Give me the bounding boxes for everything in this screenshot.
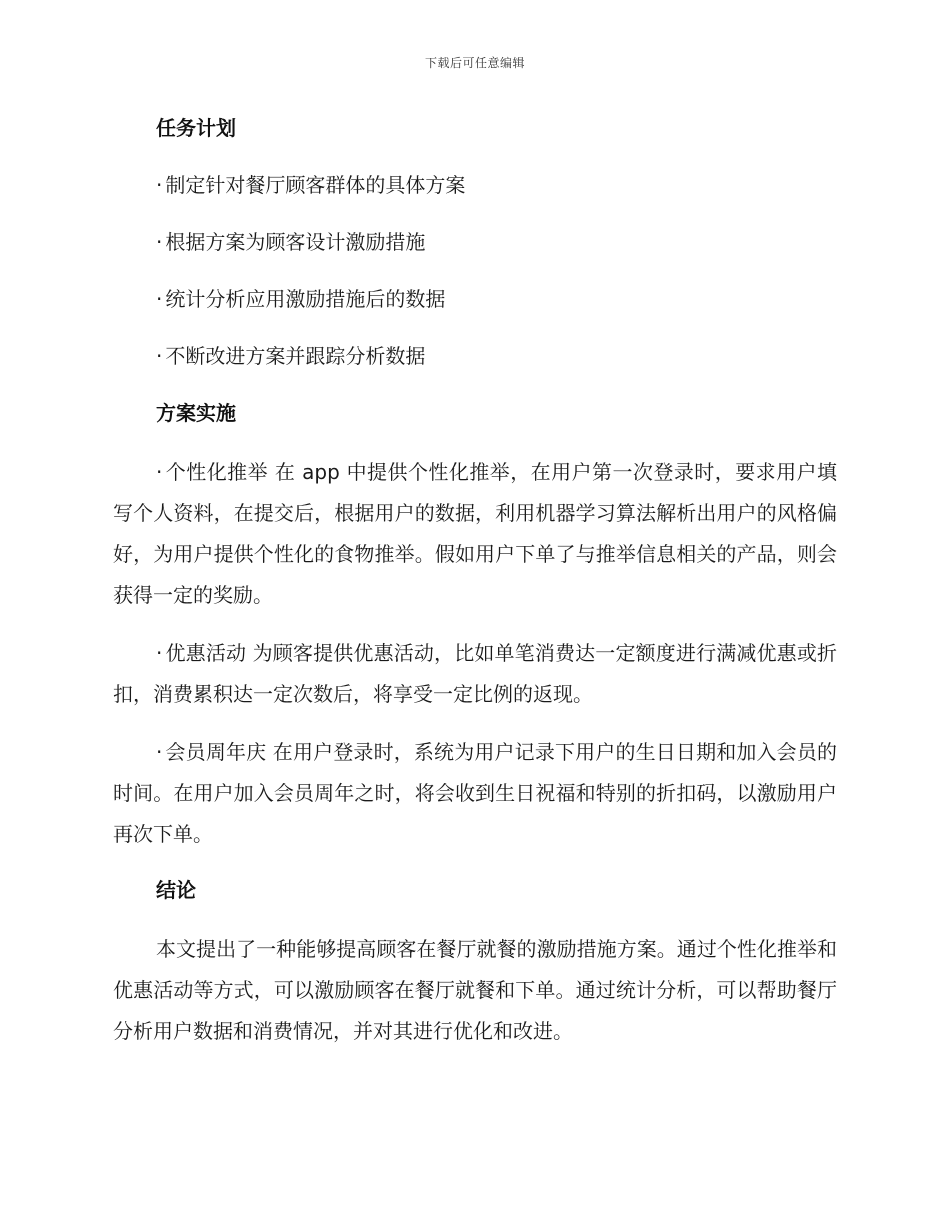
plan-item-text: 不断改进方案并跟踪分析数据 [165, 344, 426, 368]
conclusion-paragraph: 本文提出了一种能够提高顾客在餐厅就餐的激励措施方案。通过个性化推举和优惠活动等方式，可以激励顾客在餐厅就餐和下单。通过统计分析，可以帮助餐厅分析用户数据和消费情况，并对其进行优化和改进。 [113, 937, 837, 1043]
plan-item [113, 281, 837, 317]
plan-item [113, 338, 837, 374]
implementation-paragraph-text: 会员周年庆 在用户登录时，系统为用户记录下用户的生日日期和加入会员的时间。在用户加入会员周年之时，将会收到生日祝福和特别的折扣码，以激励用户再次下单。 [113, 740, 837, 846]
implementation-paragraph [113, 732, 837, 855]
implementation-paragraph-text: 优惠活动 为顾客提供优惠活动，比如单笔消费达一定额度进行满减优惠或折扣，消费累积达一定次数后，将享受一定比例的返现。 [113, 641, 837, 706]
section-title-plan: 任务计划 [156, 116, 236, 140]
plan-item [113, 224, 837, 260]
plan-item-text: 根据方案为顾客设计激励措施 [165, 230, 426, 254]
plan-item-text: 制定针对餐厅顾客群体的具体方案 [165, 173, 466, 197]
header-note: 下载后可任意编辑 [424, 56, 525, 70]
section-title-implementation: 方案实施 [156, 401, 236, 425]
implementation-paragraph-text: 个性化推举 在 app 中提供个性化推举，在用户第一次登录时，要求用户填写个人资料，在提交后，根据用户的数据，利用机器学习算法解析出用户的风格偏好，为用户提供个性化的食物推举。假如用户下单了与推举信息相关的产品，则会获得一定的奖励。 [113, 460, 837, 607]
document-body [113, 110, 837, 1069]
implementation-paragraph [113, 633, 837, 715]
section-title-conclusion: 结论 [156, 878, 196, 902]
implementation-paragraph [113, 452, 837, 616]
plan-item [113, 167, 837, 203]
plan-item-text: 统计分析应用激励措施后的数据 [165, 287, 446, 311]
